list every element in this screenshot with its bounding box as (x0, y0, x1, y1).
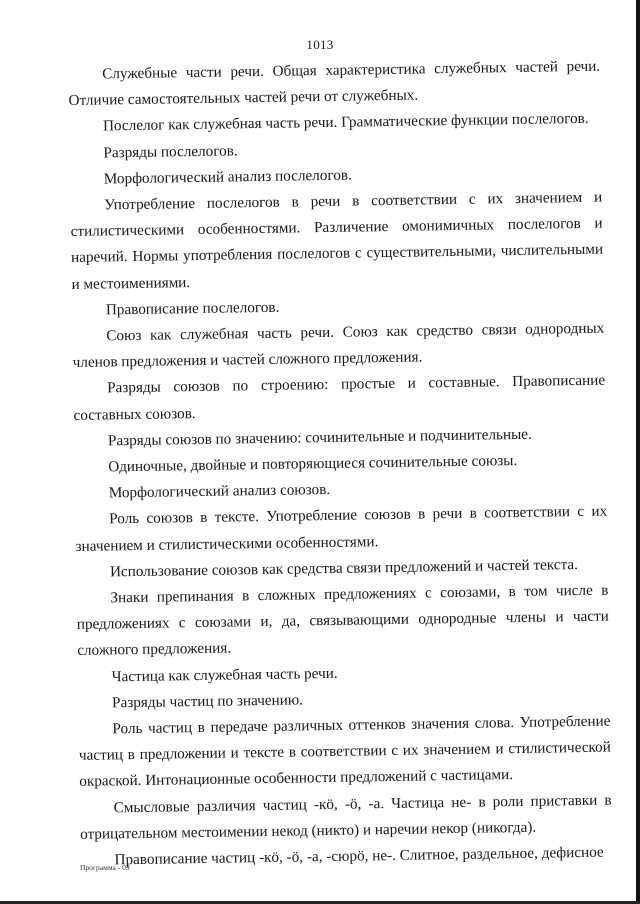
paragraph: Служебные части речи. Общая характеристика служебных частей речи. Отличие самостоятельных частей речи от служебных. (68, 57, 601, 110)
paragraph: Частица как служебная часть речи. (111, 664, 338, 686)
paragraph: Знаки препинания в сложных предложениях с союзами, в том числе в предложениях с союзами и, да, связывающими однородные члены и части сложного предложения. (76, 581, 609, 660)
paragraph: Использование союзов как средства связи предложений и частей текста. (109, 555, 578, 581)
paragraph: Употребление послелогов в речи в соответствии с их значением и стилистическими особенностями. Различение омонимичных послелогов и наречий. Нормы употребления послелогов с существительными, числительными и местоимениями. (70, 188, 604, 293)
paragraph: Смысловые различия частиц -кӧ, -ӧ, -а. Частица не- в роли приставки в отрицательном местоимении некод (никто) и наречии некор (никогда). (79, 791, 612, 843)
paragraph: Правописание послелогов. (105, 298, 280, 319)
body-text (68, 54, 613, 875)
paragraph: Разряды союзов по значению: сочинительные и подчинительные. (107, 425, 532, 450)
page-number: 1013 (306, 37, 334, 52)
paragraph: Послелог как служебная часть речи. Грамматические функции послелогов. (102, 110, 589, 135)
paragraph: Правописание частиц -кӧ, -ӧ, -а, -сюрӧ, не-. Слитное, раздельное, дефисное (114, 843, 604, 869)
paragraph: Одиночные, двойные и повторяющиеся сочинительные союзы. (108, 452, 518, 476)
footer-program-label: Программа - 03 (80, 863, 130, 872)
paragraph: Роль союзов в тексте. Употребление союзов в речи в соответствии с их значением и стилистическими особенностями. (75, 503, 608, 555)
paragraph: Разряды частиц по значению. (111, 691, 304, 712)
paragraph: Разряды союзов по строению: простые и составные. Правописание составных союзов. (73, 372, 606, 424)
paragraph: Разряды послелогов. (103, 141, 238, 162)
paragraph: Роль частиц в передаче различных оттенков значения слова. Употребление частиц в предложении и тексте в соответствии с их значением и стилистической окраской. Интонационные особенности предложений с частицами. (78, 712, 611, 791)
scan-edge (636, 0, 640, 904)
paragraph: Союз как служебная часть речи. Союз как средство связи однородных членов предложения и частей сложного предложения. (72, 319, 605, 372)
paragraph: Морфологический анализ послелогов. (103, 166, 352, 188)
paragraph: Морфологический анализ союзов. (108, 481, 331, 502)
